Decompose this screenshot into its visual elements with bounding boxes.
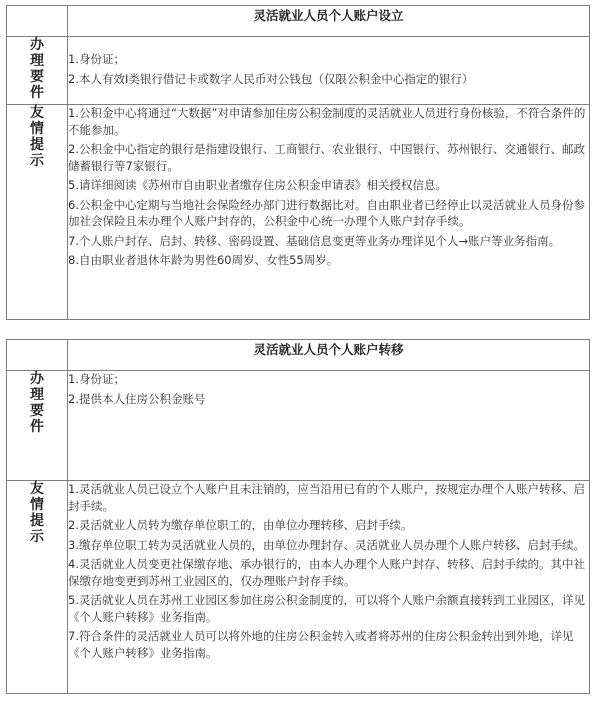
section-title: 灵活就业人员个人账户转移 xyxy=(68,340,590,371)
corner-cell xyxy=(7,6,68,37)
requirements-cell xyxy=(68,37,590,105)
tips-label: 友情提示 xyxy=(30,105,44,169)
section-account-transfer xyxy=(6,339,590,694)
section-title: 灵活就业人员个人账户设立 xyxy=(68,6,590,37)
tips-label-cell xyxy=(7,105,68,320)
tip-item: 3.缴存单位职工转为灵活就业人员的，由单位办理封存、灵活就业人员办理个人账户转移、启封手续。 xyxy=(68,537,585,552)
tip-item: 2.公积金中心指定的银行是指建设银行、工商银行、农业银行、中国银行、苏州银行、交通银行、邮政储蓄银行等7家银行。 xyxy=(68,142,585,173)
tip-item: 1.灵活就业人员已设立个人账户且未注销的，应当沿用已有的个人账户，按规定办理个人账户转移、启封手续。 xyxy=(68,482,585,513)
requirements-cell xyxy=(68,371,590,481)
tip-item: 7.个人账户封存、启封、转移、密码设置、基础信息变更等业务办理详见个人→账户等业务指南。 xyxy=(68,233,561,248)
tips-label-cell xyxy=(7,481,68,694)
requirement-item: 2.提供本人住房公积金账号 xyxy=(68,391,206,406)
tip-item: 2.灵活就业人员转为缴存单位职工的，由单位办理转移、启封手续。 xyxy=(68,518,413,532)
tips-cell xyxy=(68,481,590,694)
tip-item: 5.灵活就业人员在苏州工业园区参加住房公积金制度的，可以将个人账户余额直接转到工业园区，详见《个人账户转移》业务指南。 xyxy=(68,593,585,624)
requirement-item: 1.身份证； xyxy=(68,52,125,66)
tip-item: 5.请详细阅读《苏州市自由职业者缴存住房公积金申请表》相关授权信息。 xyxy=(68,178,447,192)
requirements-label-cell xyxy=(7,371,68,481)
requirement-item: 2.本人有效I类银行借记卡或数字人民币对公钱包（仅限公积金中心指定的银行） xyxy=(68,71,474,86)
tip-item: 1.公积金中心将通过“大数据”对申请参加住房公积金制度的灵活就业人员进行身份核验，不符合条件的不能参加。 xyxy=(68,106,586,137)
tip-item: 6.公积金中心定期与当地社会保险经办部门进行数据比对。自由职业者已经停止以灵活就业人员身份参加社会保险且未办理个人账户封存的，公积金中心统一办理个人账户封存手续。 xyxy=(68,197,585,228)
tips-cell xyxy=(68,105,590,320)
tip-item: 8.自由职业者退休年龄为男性60周岁、女性55周岁。 xyxy=(68,253,339,267)
requirements-label: 办理要件 xyxy=(30,371,44,435)
requirements-label: 办理要件 xyxy=(30,37,44,101)
tip-item: 7.符合条件的灵活就业人员可以将外地的住房公积金转入或者将苏州的住房公积金转出到外地，详见《个人账户转移》业务指南。 xyxy=(68,629,574,660)
requirement-item: 1.身份证； xyxy=(68,372,125,386)
corner-cell xyxy=(7,340,68,371)
tips-label: 友情提示 xyxy=(30,481,44,545)
requirements-label-cell xyxy=(7,37,68,105)
section-account-setup xyxy=(6,5,590,320)
tip-item: 4.灵活就业人员变更社保缴存地、承办银行的，由本人办理个人账户封存、转移、启封手续的。其中社保缴存地变更到苏州工业园区的，仅办理账户封存手续。 xyxy=(68,557,585,588)
